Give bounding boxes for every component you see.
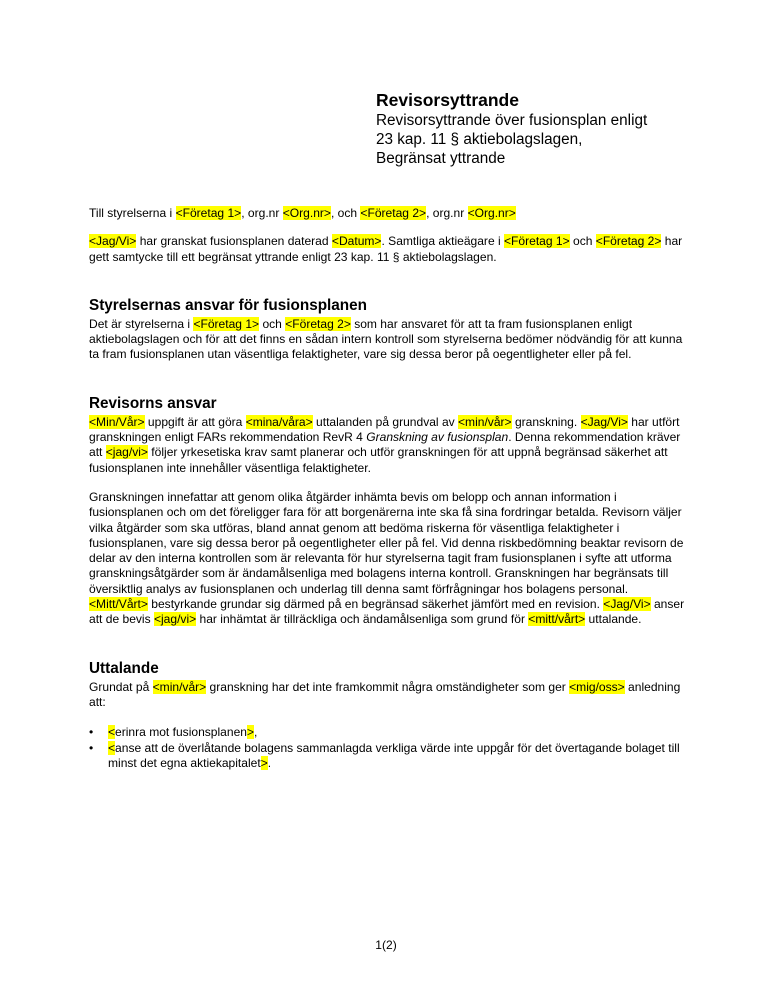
title-block [376, 90, 706, 168]
document-body [89, 206, 689, 771]
bullet-text: erinra mot fusionsplanen [115, 725, 247, 740]
auditor-paragraph-1 [89, 415, 689, 476]
bullet-tail: , [254, 725, 258, 740]
bracket-open: < [108, 740, 116, 755]
text: granskning. [511, 414, 581, 429]
text: som har ansvaret för att ta fram fusionsplanen enligt aktiebolagslagen och för att det finns en sådan intern kontroll som styrelserna bedömer nödvändig för att kunna ta fram fusionsplanen utan väsentliga felaktigheter, vare sig dessa beror på oegentligheter eller på fel. [89, 316, 683, 362]
text: Granskningen innefattar att genom olika åtgärder inhämta bevis om belopp och annan information i fusionsplanen och om det föreligger fara för att borgenärerna inte ska få sina fordringar betalda. Revisorn väljer vilka åtgärder som ska utföras, bland annat genom att bedöma riskerna för väsentliga felaktigheter i fusionsplanen, vare sig dessa beror på oegentligheter eller på fel. Vid denna riskbedömning beaktar revisorn de delar av den interna kontrollen som är relevanta för hur styrelserna tagit fram fusionsplanen i syfte att utforma granskningsåtgärder som är ändamålsenliga med bolagens interna kontroll. Granskningen har begränsats till översiktlig analys av fusionsplanen och underlag till denna samt förfrågningar hos bolagens personal. [89, 489, 684, 596]
intro-statement [89, 234, 689, 265]
document-subtitle-line-2: 23 kap. 11 § aktiebolagslagen, [376, 131, 583, 148]
text: , org.nr [426, 206, 468, 220]
bracket-close: > [246, 725, 255, 740]
text: bestyrkande grundar sig därmed på en begränsad säkerhet jämfört med en revision. [147, 597, 604, 612]
placeholder-mitt-vart: <mitt/vårt> [528, 612, 586, 627]
placeholder-company-1: <Företag 1> [175, 206, 242, 220]
placeholder-jag-vi: <jag/vi> [105, 445, 148, 460]
placeholder-mig-oss: <mig/oss> [569, 679, 625, 694]
placeholder-min-var: <min/vår> [458, 414, 512, 429]
bullet-icon: • [89, 725, 94, 740]
placeholder-mitt-vart: <Mitt/Vårt> [89, 597, 148, 612]
bullet-text: anse att de överlåtande bolagens sammanlagda verkliga värde inte uppgår för det övertagande bolaget till minst det egna aktiekapitalet [108, 740, 680, 770]
text: har granskat fusionsplanen daterad [136, 234, 332, 249]
text: . Denna rekommendation kräver att [89, 430, 681, 460]
placeholder-jag-vi: <Jag/Vi> [89, 234, 137, 249]
list-item [89, 741, 689, 772]
recommendation-title: Granskning av fusionsplan [366, 430, 509, 445]
board-paragraph [89, 317, 689, 363]
bullet-icon: • [89, 740, 94, 755]
text: , och [330, 206, 361, 220]
placeholder-jag-vi: <jag/vi> [153, 612, 197, 627]
text: Till styrelserna i [89, 206, 176, 220]
text: , org.nr [241, 206, 283, 220]
text: granskning har det inte framkommit några omständigheter som ger [206, 679, 570, 694]
bracket-open: < [108, 725, 116, 740]
text: följer yrkesetiska krav samt planerar och utför granskningen för att uppnå begränsad säkerhet att fusionsplanen inte innehåller väsentliga felaktigheter. [89, 445, 668, 475]
section-heading-auditor: Revisorns ansvar [89, 394, 217, 412]
text: anledning att: [89, 679, 681, 709]
text: Det är styrelserna i [89, 316, 194, 331]
text: . Samtliga aktieägare i [381, 234, 505, 249]
bracket-close: > [260, 755, 268, 770]
placeholder-company-1: <Företag 1> [504, 234, 570, 249]
text: anser att de bevis [89, 597, 685, 627]
placeholder-org-nr-2: <Org.nr> [467, 206, 516, 220]
text: och [569, 234, 596, 249]
placeholder-jag-vi: <Jag/Vi> [580, 414, 628, 429]
placeholder-company-2: <Företag 2> [285, 316, 351, 331]
opinion-paragraph [89, 680, 689, 711]
section-heading-opinion: Uttalande [89, 659, 159, 677]
page-number: 1(2) [375, 938, 397, 952]
bullet-tail: . [267, 755, 272, 770]
placeholder-mina-vara: <mina/våra> [245, 414, 313, 429]
text: och [259, 316, 286, 331]
text: uttalande. [585, 612, 642, 627]
text: har inhämtat är tillräckliga och ändamålsenliga som grund för [196, 612, 529, 627]
document-subtitle-line-1: Revisorsyttrande över fusionsplan enligt [376, 112, 648, 129]
placeholder-date: <Datum> [331, 234, 382, 249]
text: har gett samtycke till ett begränsat yttrande enligt 23 kap. 11 § aktiebolagslagen. [89, 234, 683, 264]
auditor-paragraph-2 [89, 490, 689, 628]
placeholder-min-var: <Min/Vår> [89, 414, 145, 429]
opinion-bullet-list [89, 725, 689, 771]
text: uppgift är att göra [144, 414, 246, 429]
placeholder-min-var: <min/vår> [152, 679, 207, 694]
placeholder-company-2: <Företag 2> [595, 234, 662, 249]
addressee-line [89, 206, 689, 221]
list-item [89, 725, 689, 740]
document-subtitle-line-3: Begränsat yttrande [376, 150, 506, 167]
placeholder-company-1: <Företag 1> [193, 316, 260, 331]
placeholder-org-nr-1: <Org.nr> [282, 206, 331, 220]
placeholder-jag-vi: <Jag/Vi> [603, 597, 651, 612]
text: har utfört granskningen enligt FARs rekommendation RevR 4 [89, 414, 680, 445]
text: Grundat på [89, 679, 153, 694]
placeholder-company-2: <Företag 2> [360, 206, 427, 220]
section-heading-board: Styrelsernas ansvar för fusionsplanen [89, 296, 367, 314]
text: uttalanden på grundval av [312, 414, 459, 429]
document-title: Revisorsyttrande [376, 90, 519, 110]
